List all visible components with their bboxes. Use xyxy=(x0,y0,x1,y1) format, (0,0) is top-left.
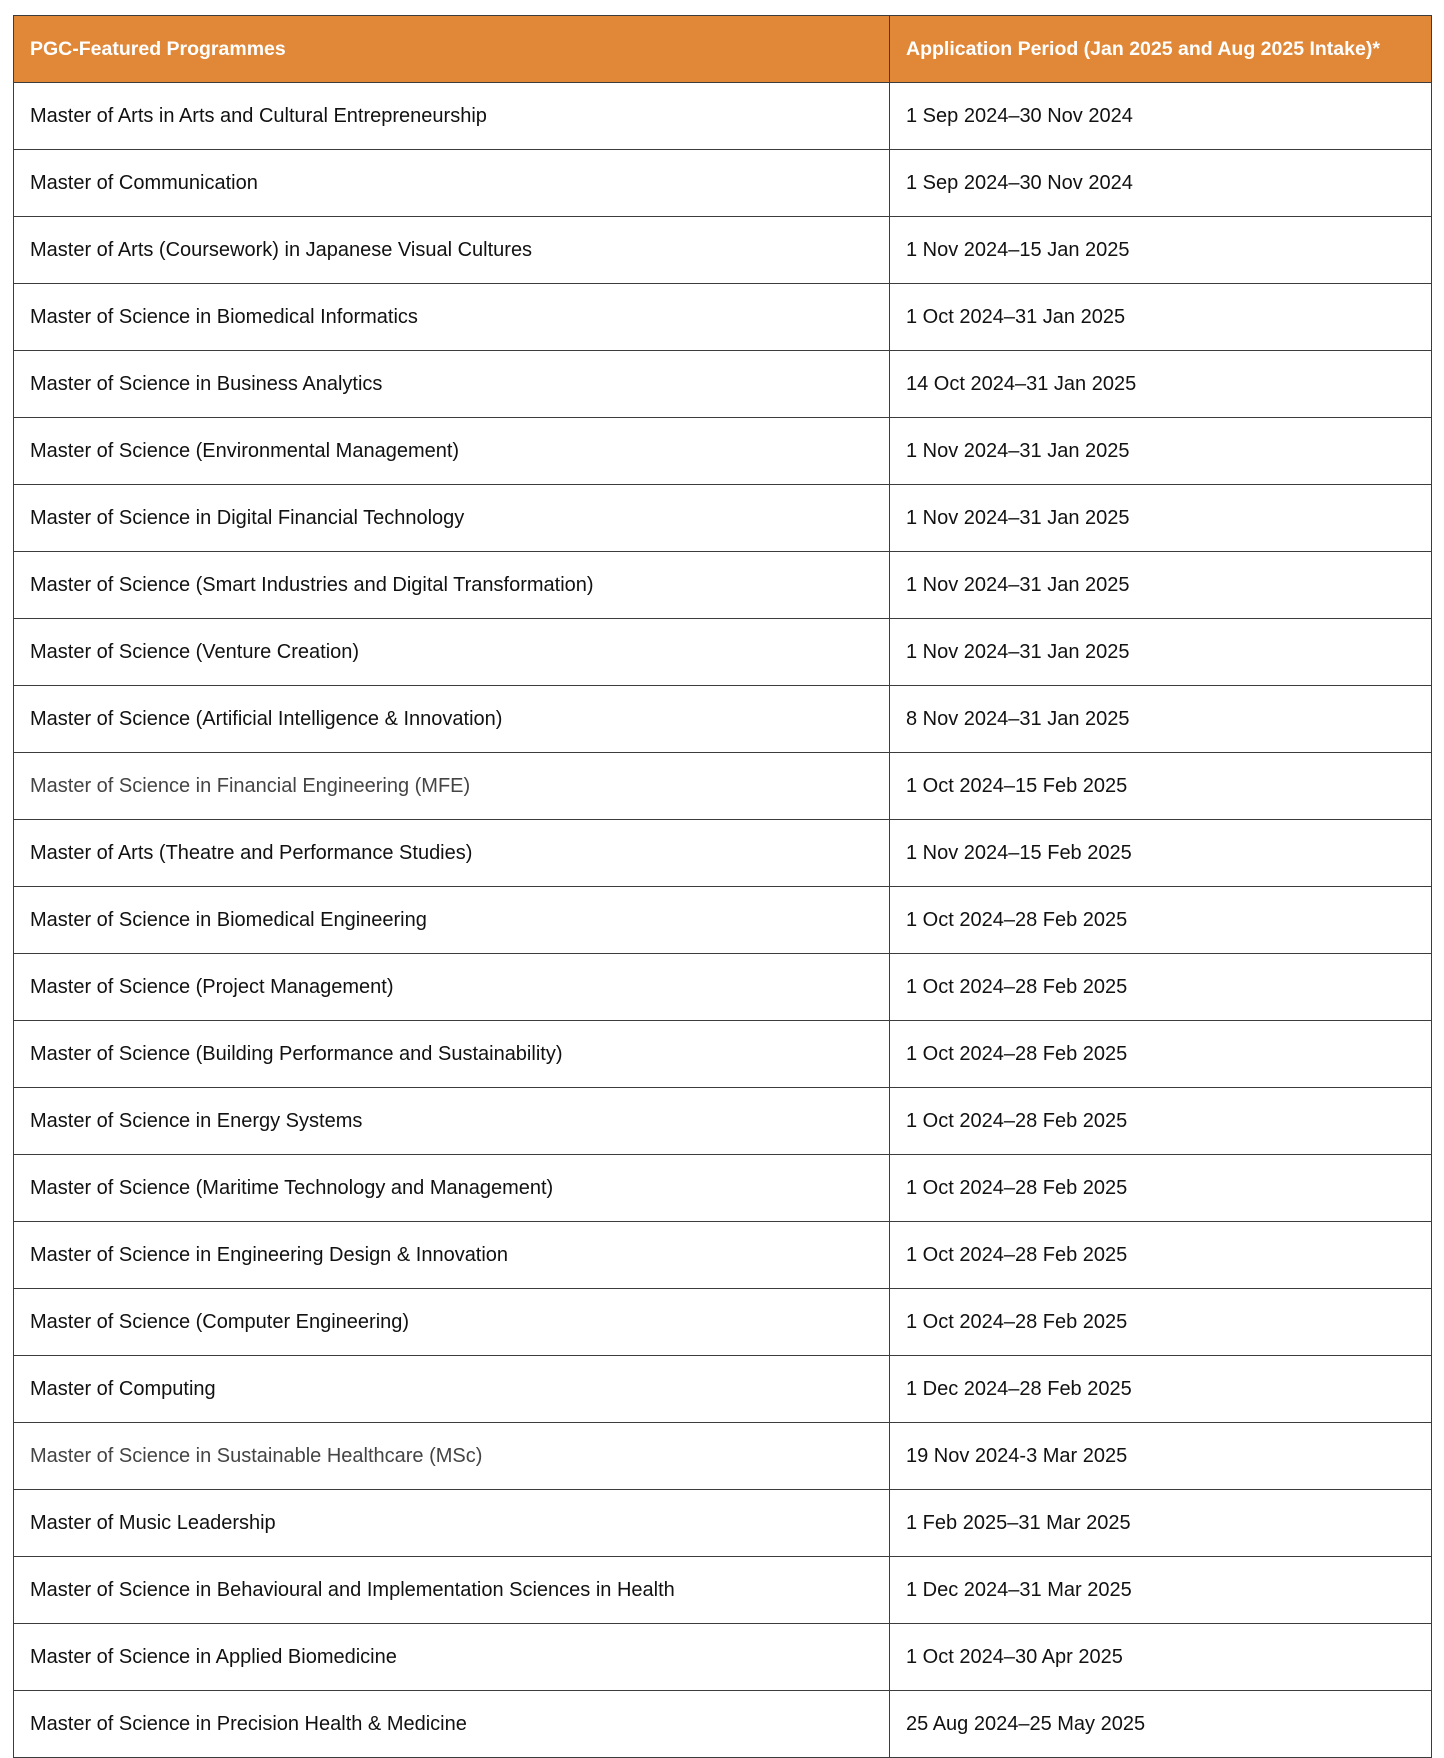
application-period-cell: 1 Oct 2024–28 Feb 2025 xyxy=(890,1088,1432,1155)
application-period-cell: 8 Nov 2024–31 Jan 2025 xyxy=(890,686,1432,753)
table-row xyxy=(14,284,1432,351)
programme-name-cell: Master of Arts (Theatre and Performance Studies) xyxy=(14,820,890,887)
table-row xyxy=(14,351,1432,418)
application-period-cell: 1 Dec 2024–28 Feb 2025 xyxy=(890,1356,1432,1423)
application-period-cell: 1 Feb 2025–31 Mar 2025 xyxy=(890,1490,1432,1557)
application-period-cell: 1 Oct 2024–28 Feb 2025 xyxy=(890,1289,1432,1356)
application-period-cell: 1 Oct 2024–15 Feb 2025 xyxy=(890,753,1432,820)
table-row xyxy=(14,954,1432,1021)
programme-name-cell: Master of Science (Maritime Technology and Management) xyxy=(14,1155,890,1222)
programme-name-cell: Master of Science in Precision Health & Medicine xyxy=(14,1691,890,1758)
programme-name-cell: Master of Science (Computer Engineering) xyxy=(14,1289,890,1356)
table-row xyxy=(14,150,1432,217)
application-period-cell: 1 Nov 2024–31 Jan 2025 xyxy=(890,619,1432,686)
application-period-cell: 1 Nov 2024–31 Jan 2025 xyxy=(890,485,1432,552)
table-row xyxy=(14,552,1432,619)
table-row xyxy=(14,820,1432,887)
table-header-row xyxy=(14,16,1432,83)
programme-name-cell: Master of Science (Project Management) xyxy=(14,954,890,1021)
table-row xyxy=(14,1356,1432,1423)
table-row xyxy=(14,1624,1432,1691)
column-header-programme: PGC-Featured Programmes xyxy=(14,16,890,83)
programmes-table-container xyxy=(13,15,1431,1758)
programmes-table xyxy=(13,15,1432,1758)
table-row xyxy=(14,418,1432,485)
programme-name-cell: Master of Science (Artificial Intelligence & Innovation) xyxy=(14,686,890,753)
programme-name-cell: Master of Science in Energy Systems xyxy=(14,1088,890,1155)
programme-name-cell: Master of Science in Engineering Design & Innovation xyxy=(14,1222,890,1289)
application-period-cell: 1 Nov 2024–31 Jan 2025 xyxy=(890,552,1432,619)
table-row xyxy=(14,485,1432,552)
application-period-cell: 1 Oct 2024–28 Feb 2025 xyxy=(890,1021,1432,1088)
programme-name-cell: Master of Science (Venture Creation) xyxy=(14,619,890,686)
table-row xyxy=(14,217,1432,284)
application-period-cell: 14 Oct 2024–31 Jan 2025 xyxy=(890,351,1432,418)
table-row xyxy=(14,619,1432,686)
table-row xyxy=(14,686,1432,753)
table-row xyxy=(14,83,1432,150)
programme-name-cell: Master of Science in Biomedical Engineering xyxy=(14,887,890,954)
application-period-cell: 19 Nov 2024-3 Mar 2025 xyxy=(890,1423,1432,1490)
table-row xyxy=(14,1155,1432,1222)
programme-name-cell: Master of Science (Environmental Management) xyxy=(14,418,890,485)
application-period-cell: 1 Sep 2024–30 Nov 2024 xyxy=(890,83,1432,150)
table-row xyxy=(14,1289,1432,1356)
table-body xyxy=(14,83,1432,1758)
table-row xyxy=(14,1691,1432,1758)
table-row xyxy=(14,1423,1432,1490)
programme-name-cell: Master of Arts (Coursework) in Japanese Visual Cultures xyxy=(14,217,890,284)
table-row xyxy=(14,1557,1432,1624)
table-row xyxy=(14,1490,1432,1557)
application-period-cell: 1 Oct 2024–31 Jan 2025 xyxy=(890,284,1432,351)
programme-name-cell: Master of Arts in Arts and Cultural Entrepreneurship xyxy=(14,83,890,150)
application-period-cell: 1 Oct 2024–30 Apr 2025 xyxy=(890,1624,1432,1691)
application-period-cell: 1 Nov 2024–15 Jan 2025 xyxy=(890,217,1432,284)
programme-name-cell: Master of Science in Business Analytics xyxy=(14,351,890,418)
table-row xyxy=(14,887,1432,954)
table-row xyxy=(14,753,1432,820)
programme-name-cell: Master of Science in Digital Financial Technology xyxy=(14,485,890,552)
application-period-cell: 1 Dec 2024–31 Mar 2025 xyxy=(890,1557,1432,1624)
application-period-cell: 1 Oct 2024–28 Feb 2025 xyxy=(890,1155,1432,1222)
programme-name-cell: Master of Computing xyxy=(14,1356,890,1423)
application-period-cell: 25 Aug 2024–25 May 2025 xyxy=(890,1691,1432,1758)
table-row xyxy=(14,1222,1432,1289)
programme-name-cell: Master of Science (Building Performance and Sustainability) xyxy=(14,1021,890,1088)
table-row xyxy=(14,1021,1432,1088)
column-header-application-period: Application Period (Jan 2025 and Aug 2025 Intake)* xyxy=(890,16,1432,83)
programme-name-cell: Master of Communication xyxy=(14,150,890,217)
application-period-cell: 1 Oct 2024–28 Feb 2025 xyxy=(890,1222,1432,1289)
application-period-cell: 1 Nov 2024–15 Feb 2025 xyxy=(890,820,1432,887)
programme-name-cell: Master of Science in Behavioural and Implementation Sciences in Health xyxy=(14,1557,890,1624)
application-period-cell: 1 Oct 2024–28 Feb 2025 xyxy=(890,954,1432,1021)
programme-name-cell: Master of Science in Applied Biomedicine xyxy=(14,1624,890,1691)
programme-name-cell: Master of Science in Financial Engineering (MFE) xyxy=(14,753,890,820)
application-period-cell: 1 Oct 2024–28 Feb 2025 xyxy=(890,887,1432,954)
programme-name-cell: Master of Science in Biomedical Informatics xyxy=(14,284,890,351)
table-row xyxy=(14,1088,1432,1155)
programme-name-cell: Master of Science (Smart Industries and Digital Transformation) xyxy=(14,552,890,619)
programme-name-cell: Master of Science in Sustainable Healthcare (MSc) xyxy=(14,1423,890,1490)
application-period-cell: 1 Nov 2024–31 Jan 2025 xyxy=(890,418,1432,485)
application-period-cell: 1 Sep 2024–30 Nov 2024 xyxy=(890,150,1432,217)
programme-name-cell: Master of Music Leadership xyxy=(14,1490,890,1557)
